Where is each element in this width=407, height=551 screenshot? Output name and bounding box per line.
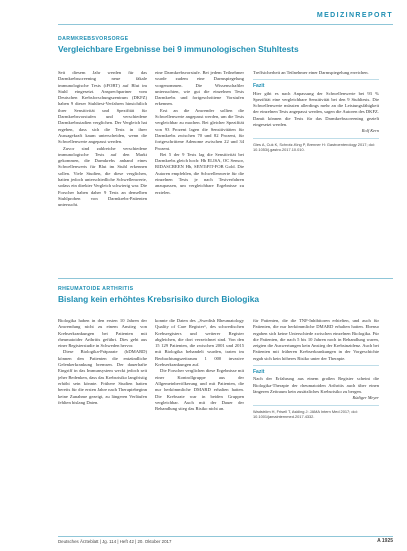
author-signature: Rüdiger Meyer bbox=[352, 395, 379, 401]
sidebar-rule bbox=[253, 79, 379, 80]
sidebar-rule bbox=[253, 138, 379, 139]
footer-rule bbox=[58, 536, 393, 537]
paragraph: Erst an die Anwender sollten die Schwellenwerte angepasst werden, um die Tests vergleichbar zu machen. Bei gleicher Spezifität von 93 Prozent lagen die Sensitivitäten für Darmkrebs zwischen 70 und 82 Prozent, für fortgeschrittene Adenome zwischen 22 und 34 Prozent. bbox=[155, 107, 244, 151]
article2-sidebar bbox=[253, 318, 379, 532]
article-divider bbox=[58, 278, 393, 279]
section-rubric: MEDIZINREPORT bbox=[316, 12, 393, 19]
sidebar-rule bbox=[253, 405, 379, 406]
article1-headline: Vergleichbare Ergebnisse bei 9 immunologischen Stuhltests bbox=[58, 44, 299, 54]
article2-column-2 bbox=[155, 318, 244, 532]
reference: Wadström H, Frisell T, Askling J: JAMA Intern Med 2017; doi: 10.1001/jamainternmed.2017.4332. bbox=[253, 408, 358, 419]
author-signature: Rolf Kern bbox=[361, 128, 379, 134]
paragraph: Bei 5 der 9 Tests lag die Sensitivität bei Darmkrebs gleich hoch: Hb ELISA, OC Sensor, RIDASCREEN Hb, SENTiFIT-FOB Gold. Die Autoren empfehlen, die Schwellenwerte für die einzelnen Tests je nach Testverfahren anzupassen, um vergleichbare Ergebnisse zu erzielen. bbox=[155, 151, 244, 195]
fazit-heading: Fazit bbox=[253, 83, 265, 90]
page-number: A 1925 bbox=[377, 538, 393, 544]
paragraph: Die Forscher verglichen diese Ergebnisse mit einer Kontrollgruppe aus der Allgemeinbevölkerung und mit Patienten, die nur herkömmliche DMARD erhalten hatten. Die Krebsrate war in beiden Gruppen vergleichbar. Auch mit der Dauer der Behandlung stieg das Risiko nicht an. bbox=[155, 368, 244, 412]
paragraph: Treffsicherheit an Teilnehmer einer Darmspiegelung erreichen. bbox=[253, 70, 369, 75]
paragraph: Zuvor sind zahlreiche verschiedene immunologische Tests auf den Markt gekommen, die Darmkrebs anhand eines Schwellenwerts für Blut im Stuhl erkennen sollen. Viele Studien, die diese verglichen, hatten jedoch unterschiedliche Schwellenwerte, sodass ein direkter Vergleich schwierig war. Die Forscher haben daher 9 Tests an denselben Stuhlproben von Darmkrebs-Patienten untersucht. bbox=[58, 145, 147, 208]
sidebar-rule bbox=[253, 365, 379, 366]
journal-citation: Deutsches Ärzteblatt | Jg. 114 | Heft 42 | 20. Oktober 2017 bbox=[58, 539, 172, 544]
article2-kicker: RHEUMATOIDE ARTHRITIS bbox=[58, 286, 134, 292]
page-footer bbox=[58, 539, 393, 547]
paragraph: Diese Biologika-Präparate (bDMARD) können den Patienten die entzündliche Gelenkerkrankung bremsen. Der dauerhafte Eingriff in das Immunsystem weckt jedoch seit jeher Bedenken, dass das Krebsrisiko langfristig erhöht sein könnte. Frühere Studien hatten bereits für die ersten Jahre nach Therapiebeginn keine Zunahme gezeigt, zu längeren Verläufen fehlten bislang Daten. bbox=[58, 349, 147, 405]
article2-column-1 bbox=[58, 318, 147, 532]
article1-kicker: DARMKREBSVORSORGE bbox=[58, 36, 129, 42]
paragraph: Biologika haben in den ersten 10 Jahren der Anwendung nicht zu einem Anstieg von Krebserkrankungen bei Patienten mit rheumatoider Arthritis geführt. Dies geht aus einer Registerstudie in Schweden hervor. bbox=[58, 318, 147, 349]
paragraph: Seit diesem Jahr werden für das Darmkrebsscreening neue fäkale immunologische Tests (iFOBT) auf Blut im Stuhl eingesetzt. Ansprechpartner vom Deutschen Krebsforschungszentrum (DKFZ) haben 9 dieser Stuhltest-Verfahren hinsichtlich ihrer Sensitivität und Spezifität für Darmkrebsvorstufen und verschiedene Darmkrebsstadien verglichen. Der Vergleich hat ergeben, dass sich die Tests in ihrer Aussagekraft kaum unterscheiden, wenn die Schwellenwerte angepasst werden. bbox=[58, 70, 147, 145]
top-rule bbox=[58, 24, 393, 25]
paragraph: für Patienten, die die TNF-Inhibitoren erhielten, und auch für Patienten, die nur herkömmliche DMARD erhalten hatten. Ebenso ergaben sich keine Unterschiede zwischen einzelnen Biologika. Für die Patienten, die nach 5 bis 10 Jahren noch in Behandlung waren, zeigten die Auswertungen kein Anstieg der Krebsinzidenz. Auch bei Patienten mit früheren Krebserkrankungen in der Vorgeschichte ergab sich kein höheres Risiko unter der Therapie. bbox=[253, 318, 379, 361]
article1-column-1 bbox=[58, 70, 147, 270]
article1-sidebar bbox=[253, 70, 379, 270]
reference: Gies A, Cuk K, Schrotz-King P, Brenner H: Gastroenterology 2017; doi: 10.1053/j.gastro.2017.10.010. bbox=[253, 141, 375, 152]
paragraph: eine Darmkrebsvorstufe. Bei jedem Teilnehmer wurde zudem eine Darmspiegelung vorgenommen. Die Wissenschaftler untersuchten, wie gut die einzelnen Tests Darmkrebs und fortgeschrittene Vorstufen erkennen. bbox=[155, 70, 244, 107]
fazit-text: Nach der Erfahrung aus einem großen Register scheint die Biologika-Therapie der rheumatoiden Arthritis auch über einen längeren Zeitraum kein zusätzliches Krebsrisiko zu bergen. bbox=[253, 376, 379, 394]
fazit-text: Hier gibt es nach Anpassung der Schwellenwerte bei 93 % Spezifität eine vergleichbare Sensitivität bei den 9 Stuhltests. Die Schwellenwerte müssten allerdings mehr an die Leistungsfähigkeit der einzelnen Tests angepasst werden, sagen die Autoren des DKFZ. Damit können die Tests für das Darmkrebsscreening gezielt eingesetzt werden. bbox=[253, 90, 379, 128]
article2-headline: Bislang kein erhöhtes Krebsrisiko durch Biologika bbox=[58, 294, 260, 304]
fazit-heading: Fazit bbox=[253, 369, 265, 376]
paragraph: konnte die Daten des „Swedish Rheumatology Quality of Care Register“, des schwedischen Krebsregisters und weiterer Register abgleichen, die dort verzeichnet sind. Von den 15 129 Patienten, die zwischen 2001 und 2015 mit Biologika behandelt wurden, traten im Beobachtungszeitraum 1 000 invasive Krebserkrankungen auf. bbox=[155, 318, 244, 368]
article1-column-2 bbox=[155, 70, 244, 270]
